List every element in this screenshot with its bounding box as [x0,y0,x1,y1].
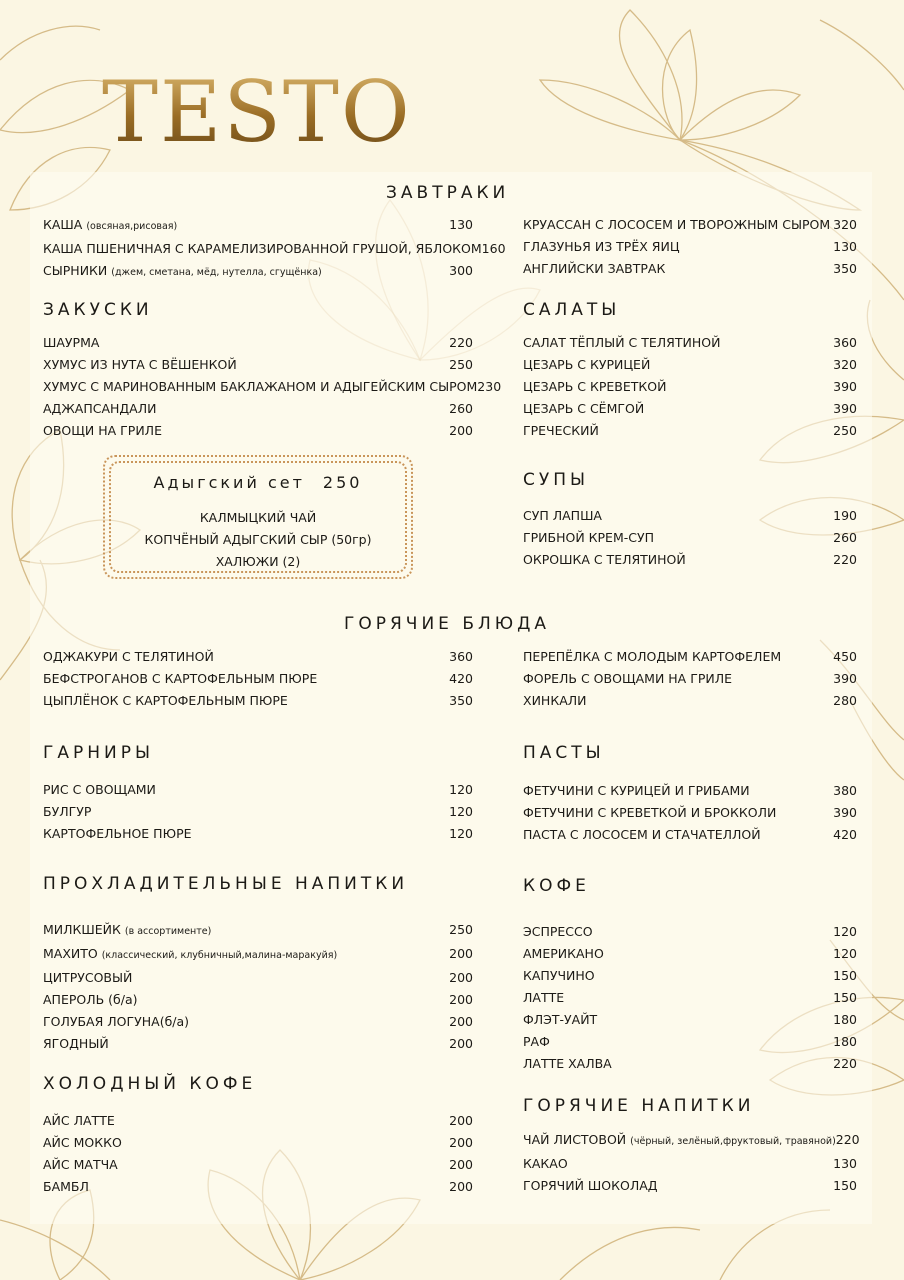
menu-item-name [523,1053,612,1075]
menu-item-title: ФЕТУЧИНИ С КРЕВЕТКОЙ И БРОККОЛИ [523,805,777,820]
menu-item-name [43,1033,109,1055]
menu-item-title: ЦЫПЛЁНОК С КАРТОФЕЛЬНЫМ ПЮРЕ [43,693,288,708]
set-item: КАЛМЫЦКИЙ ЧАЙ [199,510,317,525]
menu-item [523,802,857,824]
menu-item-title: ФОРЕЛЬ С ОВОЩАМИ НА ГРИЛЕ [523,671,733,686]
menu-item-title: ПЕРЕПЁЛКА С МОЛОДЫМ КАРТОФЕЛЕМ [523,649,782,664]
menu-item-name [43,332,99,354]
menu-item [43,967,473,989]
menu-item-title: БУЛГУР [43,804,92,819]
breakfast-list-left [43,214,506,284]
cold-drinks-list [43,919,473,1055]
menu-item-title: КРУАССАН С ЛОСОСЕМ И ТВОРОЖНЫМ СЫРОМ [523,217,831,232]
menu-item-title: АЙС ЛАТТЕ [43,1113,115,1128]
menu-item-name [43,801,91,823]
menu-item-title: РИС С ОВОЩАМИ [43,782,156,797]
menu-item-price: 250 [833,423,857,438]
menu-item-title: ЛАТТЕ ХАЛВА [523,1056,612,1071]
menu-item-title: ФЛЭТ-УАЙТ [523,1012,598,1027]
menu-item [523,549,857,571]
menu-item-price: 200 [449,423,473,438]
set-items-list [105,507,411,573]
menu-item-name [43,919,211,943]
menu-item-price: 280 [833,693,857,708]
menu-item-title: ГРИБНОЙ КРЕМ-СУП [523,530,654,545]
menu-item-price: 220 [449,335,473,350]
menu-item-name [523,824,761,846]
menu-item-title: ГЛАЗУНЬЯ ИЗ ТРЁХ ЯИЦ [523,239,680,254]
menu-item-title: ЦЕЗАРЬ С КРЕВЕТКОЙ [523,379,667,394]
menu-item-name [523,1153,568,1175]
menu-item [43,1154,473,1176]
menu-item-title: ХУМУС С МАРИНОВАННЫМ БАКЛАЖАНОМ И АДЫГЕЙСКИМ СЫРОМ [43,379,478,394]
menu-item-price: 120 [833,946,857,961]
menu-item [523,376,857,398]
menu-item-price: 300 [449,263,473,278]
menu-item-price: 360 [833,335,857,350]
menu-item-price: 150 [833,968,857,983]
menu-item-price: 390 [833,671,857,686]
menu-item-note: (классический, клубничный,малина-маракуйя) [101,950,338,961]
section-title-coffee: КОФЕ [523,876,590,896]
menu-item-title: ПАСТА С ЛОСОСЕМ И СТАЧАТЕЛЛОЙ [523,827,761,842]
menu-item-name [43,354,237,376]
menu-item-price: 200 [449,1014,473,1029]
section-title-pasta: ПАСТЫ [523,743,605,763]
menu-item-name [523,549,686,571]
menu-item-title: ЧАЙ ЛИСТОВОЙ [523,1132,627,1147]
menu-item-name [523,668,732,690]
menu-item-price: 230 [477,379,502,394]
menu-item-price: 130 [833,239,857,254]
menu-item-price: 130 [833,1156,857,1171]
menu-item-price: 150 [833,990,857,1005]
menu-item-price: 150 [833,1178,857,1193]
soups-list [523,505,857,571]
salads-list [523,332,857,442]
menu-item-price: 260 [833,530,857,545]
menu-item-name [43,967,132,989]
hot-dishes-list-left [43,646,473,712]
menu-item-name [523,1009,597,1031]
menu-item-price: 320 [833,217,857,232]
section-title-soups: СУПЫ [523,470,590,490]
menu-item-price: 350 [833,261,857,276]
menu-item-name [43,823,192,845]
menu-item-name [43,989,138,1011]
menu-item-name [43,398,156,420]
set-name: Адыгский сет [153,473,305,492]
menu-item [43,919,473,943]
menu-item-title: ЛАТТЕ [523,990,565,1005]
menu-item-name [43,214,177,238]
section-title-cold-coffee: ХОЛОДНЫЙ КОФЕ [43,1074,257,1094]
menu-item-name [43,668,317,690]
menu-item-title: ОКРОШКА С ТЕЛЯТИНОЙ [523,552,686,567]
menu-item-price: 120 [449,826,473,841]
menu-item-title: ЦЕЗАРЬ С КУРИЦЕЙ [523,357,651,372]
menu-item-price: 200 [449,992,473,1007]
menu-item [43,260,473,284]
hot-drinks-list [523,1129,860,1197]
section-title-snacks: ЗАКУСКИ [43,300,153,320]
menu-item-price: 200 [449,1036,473,1051]
menu-item-title: ОДЖАКУРИ С ТЕЛЯТИНОЙ [43,649,214,664]
menu-item-note: (чёрный, зелёный,фруктовый, травяной) [630,1136,836,1147]
menu-item-title: АДЖАПСАНДАЛИ [43,401,157,416]
menu-item-price: 390 [833,805,857,820]
menu-item-name [523,354,650,376]
menu-item-name [523,690,587,712]
menu-item-title: АНГЛИЙСКИ ЗАВТРАК [523,261,666,276]
menu-item-name [523,214,830,236]
menu-item [523,646,857,668]
section-title-breakfast: ЗАВТРАКИ [386,183,510,203]
menu-item [523,214,857,236]
menu-item-price: 220 [833,1056,857,1071]
menu-item-price: 120 [449,782,473,797]
menu-item [43,823,473,845]
menu-item-title: КАША [43,217,83,232]
menu-item [43,801,473,823]
menu-item [43,779,473,801]
menu-item-title: АМЕРИКАНО [523,946,604,961]
menu-item-name [43,1110,115,1132]
menu-item-title: РАФ [523,1034,550,1049]
menu-item-name [523,332,720,354]
menu-item-name [523,646,781,668]
coffee-list [523,921,857,1075]
menu-item-price: 260 [449,401,473,416]
menu-item [523,824,857,846]
cold-coffee-list [43,1110,473,1198]
menu-item [43,1110,473,1132]
set-item: КОПЧЁНЫЙ АДЫГСКИЙ СЫР (50гр) [144,532,372,547]
menu-item-title: СЫРНИКИ [43,263,108,278]
menu-item-name [523,802,776,824]
menu-item [43,332,473,354]
menu-item-price: 200 [449,946,473,961]
section-title-hot-drinks: ГОРЯЧИЕ НАПИТКИ [523,1096,755,1116]
menu-item-name [523,505,602,527]
menu-item [523,965,857,987]
menu-item-price: 250 [449,922,473,937]
menu-item [43,668,473,690]
menu-item-title: ЦИТРУСОВЫЙ [43,970,133,985]
menu-item-title: АЙС МОККО [43,1135,122,1150]
menu-item [523,332,857,354]
menu-item [523,1175,857,1197]
menu-item-name [43,1154,118,1176]
menu-item-price: 220 [835,1132,860,1147]
menu-item [43,214,473,238]
section-title-sides: ГАРНИРЫ [43,743,154,763]
menu-item [523,1053,857,1075]
set-item: ХАЛЮЖИ (2) [215,554,301,569]
menu-item-price: 200 [449,1135,473,1150]
menu-item-title: ШАУРМА [43,335,100,350]
menu-item-title: КАРТОФЕЛЬНОЕ ПЮРЕ [43,826,192,841]
menu-item [523,943,857,965]
menu-item-name [43,1011,189,1033]
menu-item-price: 390 [833,379,857,394]
menu-item-name [43,238,482,260]
menu-item-price: 190 [833,508,857,523]
menu-item [43,354,473,376]
menu-item [523,420,857,442]
menu-item [523,527,857,549]
menu-item [43,1033,473,1055]
menu-item [43,1011,473,1033]
menu-item [43,1132,473,1154]
menu-item-title: БЕФСТРОГАНОВ С КАРТОФЕЛЬНЫМ ПЮРЕ [43,671,318,686]
menu-item [523,987,857,1009]
menu-item [523,1031,857,1053]
menu-item-title: МИЛКШЕЙК [43,922,121,937]
menu-item [43,238,506,260]
menu-item [523,354,857,376]
menu-item-price: 200 [449,1113,473,1128]
hot-dishes-list-right [523,646,857,712]
menu-item [43,989,473,1011]
menu-item [523,668,857,690]
menu-item-price: 160 [481,241,506,256]
menu-item-note: (овсяная,рисовая) [86,221,178,232]
set-title [105,473,411,492]
menu-item-name [523,527,654,549]
menu-item-name [523,236,680,258]
snacks-list [43,332,502,442]
menu-item [43,398,473,420]
menu-item-price: 130 [449,217,473,232]
menu-item-name [523,1175,658,1197]
section-title-salads: САЛАТЫ [523,300,621,320]
menu-item-title: ФЕТУЧИНИ С КУРИЦЕЙ И ГРИБАМИ [523,783,750,798]
menu-item-price: 200 [449,1157,473,1172]
menu-item-name [523,780,750,802]
menu-item-name [523,376,666,398]
menu-item [523,780,857,802]
menu-item-title: КАША ПШЕНИЧНАЯ С КАРАМЕЛИЗИРОВАННОЙ ГРУШОЙ, ЯБЛОКОМ [43,241,482,256]
menu-item-name [523,258,665,280]
menu-item-name [43,1176,89,1198]
menu-item [43,420,473,442]
menu-item-name [523,398,644,420]
menu-item-note: (в ассортименте) [124,926,212,937]
menu-item-title: МАХИТО [43,946,98,961]
menu-item-title: АПЕРОЛЬ (б/а) [43,992,138,1007]
menu-item [523,921,857,943]
menu-item-name [523,921,593,943]
menu-item-title: ЦЕЗАРЬ С СЁМГОЙ [523,401,645,416]
menu-item-title: КАКАО [523,1156,568,1171]
menu-item-title: ЯГОДНЫЙ [43,1036,109,1051]
menu-item-price: 420 [833,827,857,842]
menu-item-title: ГОРЯЧИЙ ШОКОЛАД [523,1178,658,1193]
pasta-list [523,780,857,846]
menu-item-title: ОВОЩИ НА ГРИЛЕ [43,423,162,438]
section-title-hot-dishes: ГОРЯЧИЕ БЛЮДА [344,614,551,634]
menu-item-price: 390 [833,401,857,416]
menu-item-price: 180 [833,1034,857,1049]
menu-item-title: КАПУЧИНО [523,968,595,983]
menu-item-name [43,260,322,284]
menu-item-title: ГОЛУБАЯ ЛОГУНА(б/а) [43,1014,190,1029]
menu-item [43,690,473,712]
menu-item-name [523,1031,550,1053]
menu-item-name [523,965,595,987]
menu-item-price: 120 [833,924,857,939]
sides-list [43,779,473,845]
menu-item-price: 420 [449,671,473,686]
menu-item-title: ЭСПРЕССО [523,924,593,939]
menu-item [43,943,473,967]
menu-item-title: БАМБЛ [43,1179,89,1194]
menu-item [523,1009,857,1031]
menu-item-name [43,779,156,801]
menu-item-price: 200 [449,1179,473,1194]
menu-item-name [523,420,599,442]
menu-item-title: ХУМУС ИЗ НУТА С ВЁШЕНКОЙ [43,357,237,372]
menu-item-price: 350 [449,693,473,708]
menu-item [523,1153,857,1175]
adyghe-set-box [103,455,413,579]
menu-item-name [523,1129,836,1153]
menu-item-price: 180 [833,1012,857,1027]
menu-item-name [523,987,564,1009]
menu-item-name [523,943,604,965]
menu-item-name [43,646,214,668]
menu-item-name [43,1132,122,1154]
section-title-cold-drinks: ПРОХЛАДИТЕЛЬНЫЕ НАПИТКИ [43,874,409,894]
menu-item-title: САЛАТ ТЁПЛЫЙ С ТЕЛЯТИНОЙ [523,335,721,350]
menu-item-price: 120 [449,804,473,819]
menu-item-price: 450 [833,649,857,664]
menu-item [523,258,857,280]
menu-item [523,1129,860,1153]
set-price: 250 [322,473,363,492]
menu-item-price: 380 [833,783,857,798]
menu-item-note: (джем, сметана, мёд, нутелла, сгущёнка) [111,267,322,278]
menu-item-price: 360 [449,649,473,664]
menu-item-name [43,943,337,967]
menu-item-price: 320 [833,357,857,372]
menu-item [523,236,857,258]
menu-item [43,1176,473,1198]
menu-item-title: ГРЕЧЕСКИЙ [523,423,599,438]
menu-item-title: ХИНКАЛИ [523,693,587,708]
menu-item-name [43,420,162,442]
menu-item-price: 250 [449,357,473,372]
menu-item-price: 220 [833,552,857,567]
menu-item-title: АЙС МАТЧА [43,1157,118,1172]
menu-item [43,646,473,668]
menu-item-price: 200 [449,970,473,985]
breakfast-list-right [523,214,857,280]
menu-item [523,505,857,527]
menu-item-name [43,690,288,712]
menu-item-title: СУП ЛАПША [523,508,602,523]
menu-item [523,690,857,712]
brand-logo: TESTO [102,63,412,161]
menu-item-name [43,376,477,398]
menu-item [523,398,857,420]
menu-item [43,376,502,398]
